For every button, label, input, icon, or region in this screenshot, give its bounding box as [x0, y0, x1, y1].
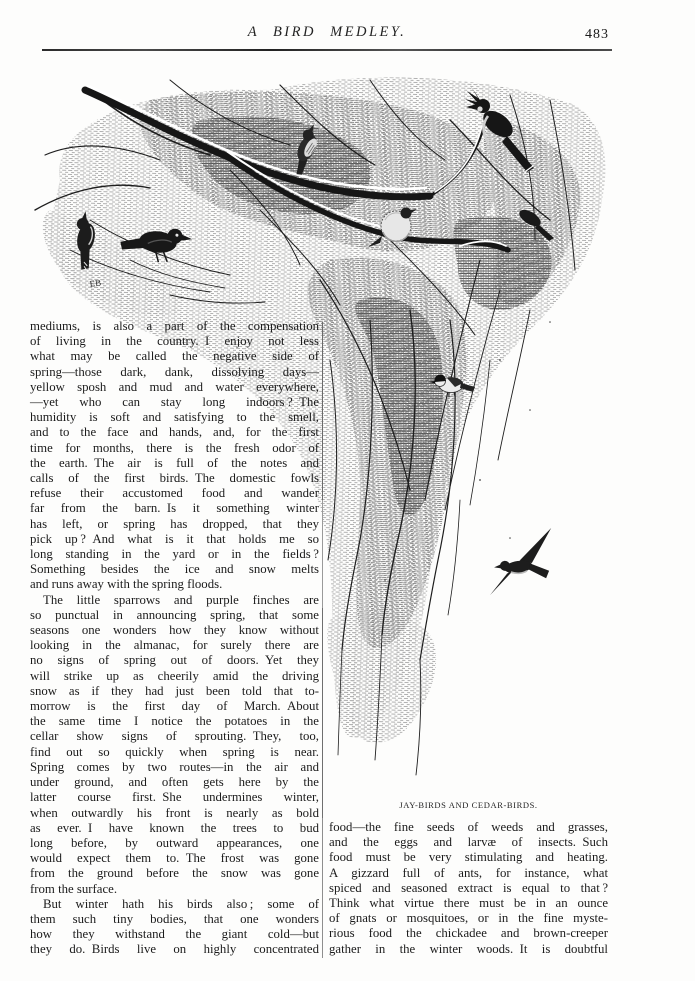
running-head-title: A BIRD MEDLEY. [247, 24, 407, 40]
text-line: yellow sposh and mud and water everywhere, [30, 379, 319, 394]
text-line: spiced and seasoned extract is equal to that ? [329, 880, 608, 895]
text-line: Spring comes by two routes—in the air and [30, 759, 319, 774]
text-line: food must be very stimulating and heating. [329, 850, 608, 865]
text-line: has left, or spring has dropped, that they [30, 516, 319, 531]
text-line: looking in the almanac, for surely there are [30, 638, 319, 653]
text-line: no signs of spring out of doors. Yet they [30, 653, 319, 668]
text-line: The little sparrows and purple finches are [43, 592, 319, 607]
illustration-caption: JAY-BIRDS AND CEDAR-BIRDS. [399, 800, 538, 810]
text-line: seasons one wonders how they know without [30, 623, 319, 638]
text-line: refuse their accustomed food and wander [30, 486, 319, 501]
header-rule [42, 49, 612, 51]
text-line: snow as if they had just been told that to- [30, 683, 319, 698]
text-line: when outwardly his front is nearly as bold [30, 805, 319, 820]
text-line: of living in the country. I enjoy not less [30, 334, 319, 349]
text-line: morrow is the first day of March. About [30, 699, 319, 714]
text-line: Something besides the ice and snow melts [30, 562, 319, 577]
text-line: how they withstand the giant cold—but [30, 927, 319, 942]
text-line: latter course first. She undermines winter, [30, 790, 319, 805]
left-text-column [30, 319, 319, 958]
text-line: rious food the chickadee and brown-creeper [329, 926, 608, 941]
text-line: But winter hath his birds also ; some of [43, 896, 319, 911]
text-line: far from the barn. Is it something winter [30, 501, 319, 516]
text-line: will strike up as cheerily amid the driving [30, 668, 319, 683]
page-number: 483 [585, 27, 609, 42]
text-line: what may be called the negative side of [30, 349, 319, 364]
right-text-column [329, 820, 608, 957]
column-divider-rule [322, 322, 323, 958]
paragraph [30, 319, 319, 593]
text-line: A gizzard full of ants, for instance, what [329, 865, 608, 880]
text-line: the earth. The air is full of the notes and [30, 455, 319, 470]
artist-monogram: EB [88, 277, 102, 289]
text-line: from the ground before the snow was gone [30, 866, 319, 881]
text-line: food—the fine seeds of weeds and grasses, [329, 820, 608, 834]
text-line: from the surface. [30, 881, 118, 896]
text-line: cellar show signs of sprouting. They, too, [30, 729, 319, 744]
paragraph [30, 897, 319, 958]
text-line: Think what virtue there must be in an ounce [329, 896, 608, 911]
text-line: of gnats or mosquitoes, or in the fine myste- [329, 911, 608, 926]
text-line: so punctual in announcing spring, that some [30, 607, 319, 622]
text-line: would expect them to. The frost was gone [30, 851, 319, 866]
text-line: humidity is soft and satisfying to the smell, [30, 410, 319, 425]
text-line: they do. Birds live on highly concentrated [30, 942, 319, 957]
text-line: mediums, is also a part of the compensation [30, 319, 319, 333]
text-line: as ever. I have known the trees to bud [30, 820, 319, 835]
text-line: —yet who can stay long indoors ? The [30, 395, 319, 410]
text-line: and to the face and hands, and, for the first [30, 425, 319, 440]
text-line: under ground, and often gets here by the [30, 775, 319, 790]
paragraph [329, 820, 608, 957]
text-line: spring—those dark, dank, dissolving days— [30, 364, 319, 379]
text-line: and the eggs and larvæ of insects. Such [329, 835, 608, 850]
text-line: find out so quickly when spring is near. [30, 744, 319, 759]
text-line: and runs away with the spring floods. [30, 577, 223, 592]
text-line: pick up ? And what is it that holds me so [30, 531, 319, 546]
text-line: long before, by outward appearances, one [30, 835, 319, 850]
text-line: the same time I notice the potatoes in the [30, 714, 319, 729]
text-line: calls of the first birds. The domestic fowls [30, 471, 319, 486]
text-line: gather in the winter woods. It is doubtful [329, 941, 608, 956]
text-line: them such tiny bodies, that one wonders [30, 911, 319, 926]
bird-flying [482, 528, 559, 595]
text-line: long standing in the yard or in the fields ? [30, 547, 319, 562]
paragraph [30, 593, 319, 897]
text-line: time for months, there is the fresh odor of [30, 440, 319, 455]
